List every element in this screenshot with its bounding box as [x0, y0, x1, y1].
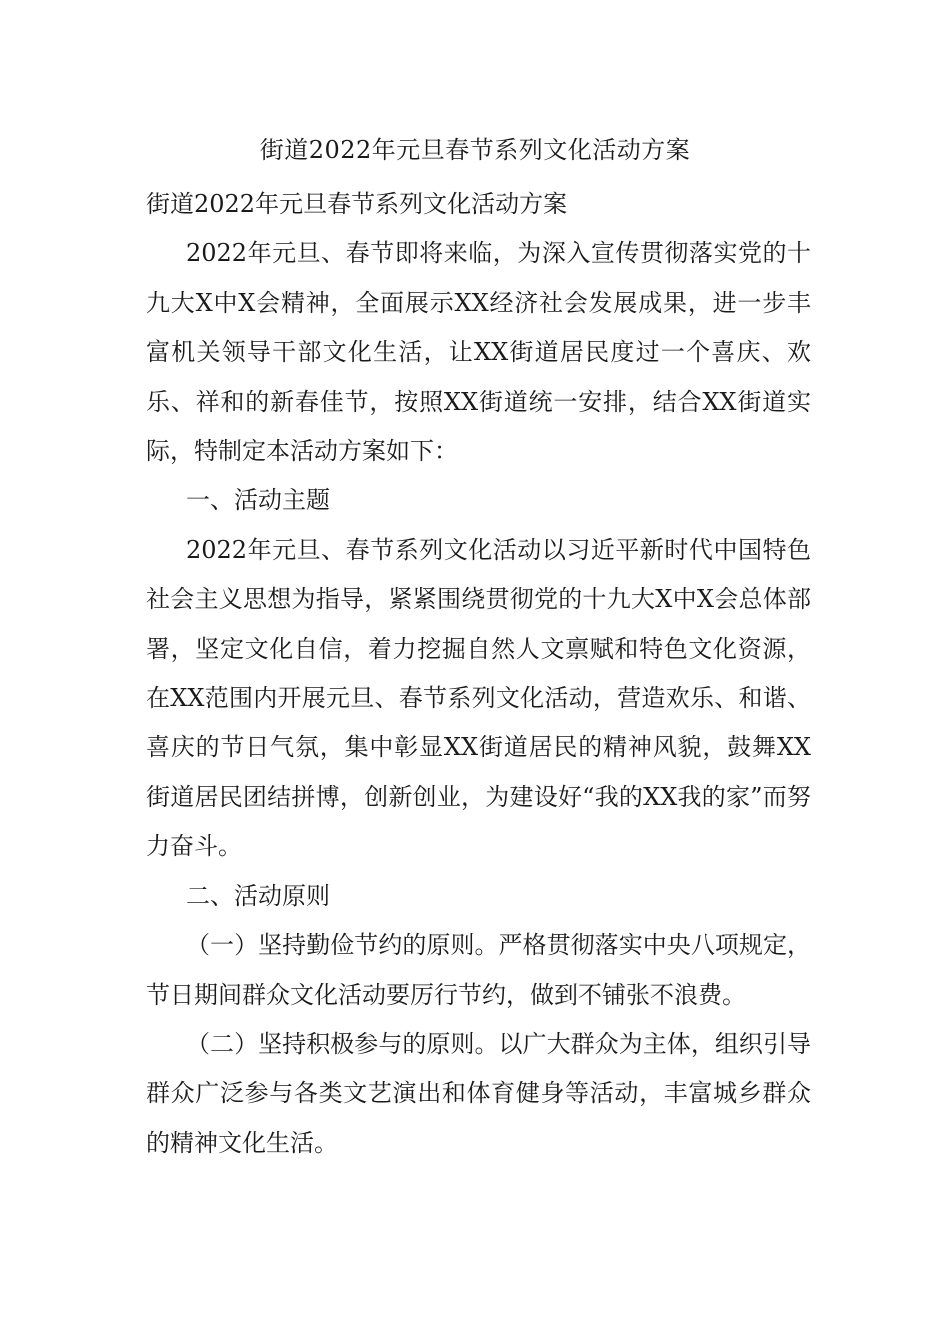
section-heading-principles: 二、活动原则	[186, 881, 330, 910]
document-subtitle: 街道2022年元旦春节系列文化活动方案	[146, 190, 568, 218]
section-heading-theme: 一、活动主题	[186, 486, 330, 515]
document-body	[146, 180, 811, 1168]
document-title: 街道2022年元旦春节系列文化活动方案	[259, 136, 691, 164]
principle-paragraph-1: （一）坚持勤俭节约的原则。严格贯彻落实中央八项规定，节日期间群众文化活动要厉行节约，做到不铺张不浪费。	[146, 931, 811, 1009]
theme-paragraph: 2022年元旦、春节系列文化活动以习近平新时代中国特色社会主义思想为指导，紧紧围绕贯彻党的十九大X中X会总体部署，坚定文化自信，着力挖掘自然人文禀赋和特色文化资源，在XX范围内开展元旦、春节系列文化活动，营造欢乐、和谐、喜庆的节日气氛，集中彰显XX街道居民的精神风貌，鼓舞XX街道居民团结拼博，创新创业，为建设好“我的XX我的家”而努力奋斗。	[146, 535, 811, 861]
intro-paragraph: 2022年元旦、春节即将来临，为深入宣传贯彻落实党的十九大X中X会精神，全面展示XX经济社会发展成果，进一步丰富机关领导干部文化生活，让XX街道居民度过一个喜庆、欢乐、祥和的新春佳节，按照XX街道统一安排，结合XX街道实际，特制定本活动方案如下：	[146, 239, 811, 466]
principle-paragraph-2: （二）坚持积极参与的原则。以广大群众为主体，组织引导群众广泛参与各类文艺演出和体育健身等活动，丰富城乡群众的精神文化生活。	[146, 1029, 811, 1157]
